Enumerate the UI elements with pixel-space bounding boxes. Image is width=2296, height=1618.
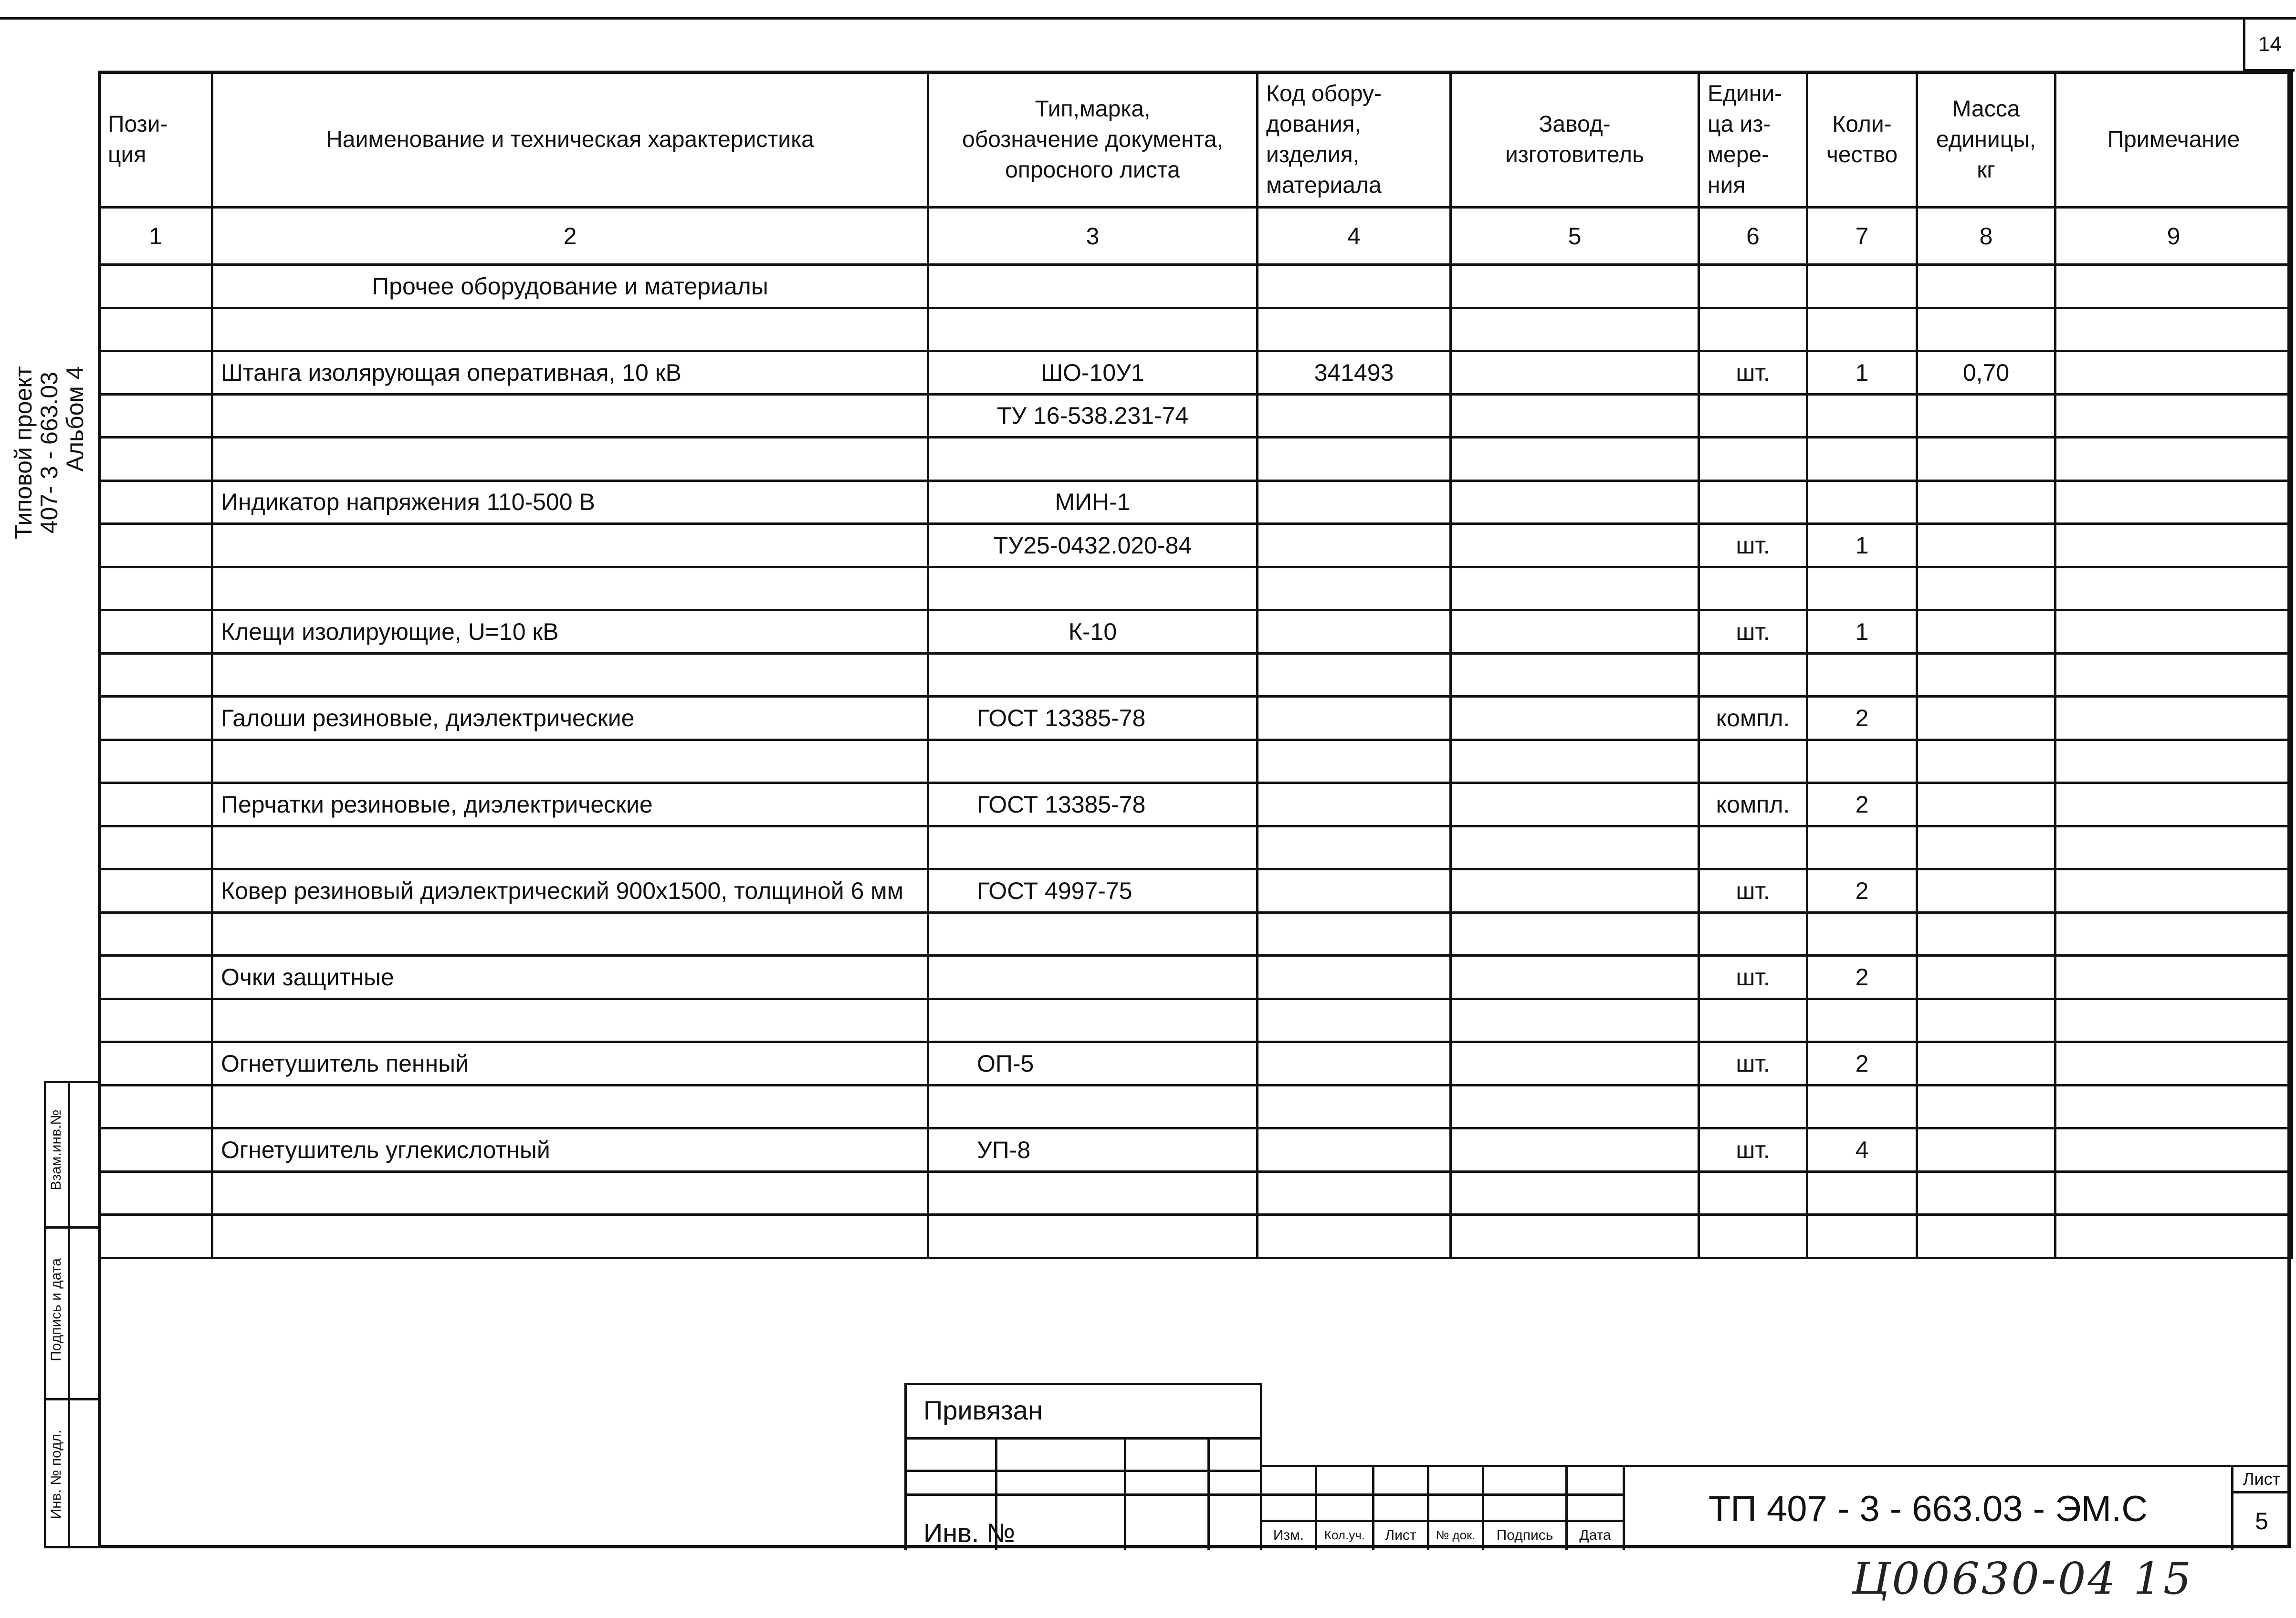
table-cell [928, 999, 1258, 1042]
table-cell [1258, 265, 1451, 308]
table-cell [1451, 480, 1699, 524]
table-row [99, 653, 2292, 697]
col-izm: Изм. [1273, 1527, 1304, 1543]
table-cell [1451, 740, 1699, 783]
table-cell [1917, 480, 2055, 524]
table-cell [1258, 826, 1451, 869]
table-cell [2055, 999, 2292, 1042]
table-cell [99, 956, 212, 999]
col-list: Лист [1385, 1527, 1416, 1543]
table-row [99, 567, 2292, 610]
table-cell [1258, 956, 1451, 999]
table-cell: 2 [1807, 956, 1917, 999]
table-cell [1917, 697, 2055, 740]
table-cell [1917, 1215, 2055, 1258]
table-cell [212, 394, 928, 438]
table-cell [1807, 265, 1917, 308]
table-cell [1258, 1128, 1451, 1172]
table-cell [212, 826, 928, 869]
table-row [99, 1128, 2292, 1172]
table-cell [1699, 912, 1807, 956]
table-cell [99, 697, 212, 740]
column-number-cell: 7 [1807, 208, 1917, 265]
table-cell [212, 308, 928, 351]
table-cell [1451, 1171, 1699, 1215]
table-cell [212, 912, 928, 956]
table-cell [1258, 567, 1451, 610]
header-cell: Коли- чество [1807, 72, 1917, 208]
table-cell [928, 740, 1258, 783]
table-cell [1807, 308, 1917, 351]
table-cell [1451, 697, 1699, 740]
table-cell: шт. [1699, 869, 1807, 913]
table-cell: шт. [1699, 610, 1807, 654]
column-number-cell: 3 [928, 208, 1258, 265]
table-cell [2055, 308, 2292, 351]
table-cell [1451, 351, 1699, 395]
stamp-label-inv-podl: Инв. № подл. [48, 1430, 64, 1519]
table-row [99, 394, 2292, 438]
table-cell [212, 1085, 928, 1128]
table-cell: ГОСТ 13385-78 [928, 783, 1258, 826]
table-cell [99, 1042, 212, 1086]
table-cell [1807, 480, 1917, 524]
table-cell [1258, 740, 1451, 783]
table-cell: шт. [1699, 1128, 1807, 1172]
table-cell [1917, 1171, 2055, 1215]
table-cell: МИН-1 [928, 480, 1258, 524]
table-cell: ШО-10У1 [928, 351, 1258, 395]
table-cell [1917, 740, 2055, 783]
specification-table [98, 71, 2293, 1259]
table-cell [928, 1085, 1258, 1128]
table-cell [928, 956, 1258, 999]
table-cell [1917, 1042, 2055, 1086]
table-cell [928, 1215, 1258, 1258]
table-cell [2055, 697, 2292, 740]
table-cell [1699, 826, 1807, 869]
table-row [99, 308, 2292, 351]
table-cell [99, 1171, 212, 1215]
table-cell [1258, 524, 1451, 567]
table-cell [2055, 912, 2292, 956]
table-cell: ГОСТ 13385-78 [928, 697, 1258, 740]
table-cell [99, 265, 212, 308]
table-cell [1451, 610, 1699, 654]
table-cell [2055, 567, 2292, 610]
table-cell [1807, 1215, 1917, 1258]
table-cell: 1 [1807, 351, 1917, 395]
table-cell [1451, 1215, 1699, 1258]
table-cell [1699, 1215, 1807, 1258]
side-project-line3: Альбом 4 [62, 366, 88, 472]
table-cell [1258, 697, 1451, 740]
table-cell [1917, 610, 2055, 654]
table-cell [1917, 567, 2055, 610]
header-cell: Завод- изготовитель [1451, 72, 1699, 208]
table-cell [1699, 308, 1807, 351]
table-cell [1258, 1215, 1451, 1258]
table-cell [1917, 1085, 2055, 1128]
table-cell [1451, 308, 1699, 351]
table-row [99, 956, 2292, 999]
table-cell [1451, 1042, 1699, 1086]
table-cell [1451, 999, 1699, 1042]
table-cell [928, 653, 1258, 697]
table-cell [928, 567, 1258, 610]
table-cell: шт. [1699, 1042, 1807, 1086]
table-cell [1917, 394, 2055, 438]
table-cell [1917, 265, 2055, 308]
table-cell [1451, 1128, 1699, 1172]
table-cell [99, 524, 212, 567]
table-cell [2055, 869, 2292, 913]
table-cell: Индикатор напряжения 110-500 В [212, 480, 928, 524]
table-cell [1917, 783, 2055, 826]
privyazan-label: Привязан [923, 1395, 1043, 1425]
table-row [99, 265, 2292, 308]
table-cell [2055, 783, 2292, 826]
table-cell [99, 438, 212, 481]
table-cell: 4 [1807, 1128, 1917, 1172]
table-cell [1258, 912, 1451, 956]
table-cell: Галоши резиновые, диэлектрические [212, 697, 928, 740]
table-cell [2055, 1042, 2292, 1086]
table-cell: ОП-5 [928, 1042, 1258, 1086]
table-row [99, 912, 2292, 956]
table-cell: 2 [1807, 697, 1917, 740]
table-cell: шт. [1699, 524, 1807, 567]
table-cell [1258, 1085, 1451, 1128]
column-number-cell: 6 [1699, 208, 1807, 265]
table-cell [1917, 524, 2055, 567]
table-row [99, 697, 2292, 740]
table-cell [99, 869, 212, 913]
header-cell: Масса единицы, кг [1917, 72, 2055, 208]
table-cell [928, 826, 1258, 869]
table-cell [1917, 869, 2055, 913]
table-cell: Перчатки резиновые, диэлектрические [212, 783, 928, 826]
table-cell [99, 826, 212, 869]
column-number-cell: 8 [1917, 208, 2055, 265]
table-cell: 341493 [1258, 351, 1451, 395]
table-cell [2055, 1128, 2292, 1172]
table-cell [1699, 480, 1807, 524]
table-cell: Очки защитные [212, 956, 928, 999]
table-row [99, 1085, 2292, 1128]
table-row [99, 1215, 2292, 1258]
table-cell [1699, 567, 1807, 610]
table-cell [1807, 740, 1917, 783]
table-cell [2055, 610, 2292, 654]
top-border-line [0, 17, 2296, 20]
table-cell [212, 524, 928, 567]
table-cell [2055, 826, 2292, 869]
table-cell: ТУ25-0432.020-84 [928, 524, 1258, 567]
table-cell: 2 [1807, 1042, 1917, 1086]
side-project-line2: 407- 3 - 663.03 [36, 372, 63, 534]
table-cell: 2 [1807, 869, 1917, 913]
table-cell [1807, 912, 1917, 956]
col-data: Дата [1579, 1527, 1611, 1543]
table-row [99, 1042, 2292, 1086]
table-cell [1258, 610, 1451, 654]
table-cell [928, 1171, 1258, 1215]
table-cell [2055, 351, 2292, 395]
table-row [99, 1171, 2292, 1215]
table-cell [212, 567, 928, 610]
table-cell [1807, 999, 1917, 1042]
table-cell [212, 1215, 928, 1258]
table-cell [212, 999, 928, 1042]
table-cell [1807, 1171, 1917, 1215]
table-cell [1917, 956, 2055, 999]
table-cell [1258, 394, 1451, 438]
table-cell [1699, 740, 1807, 783]
table-row [99, 610, 2292, 654]
table-cell [2055, 1171, 2292, 1215]
table-cell: Штанга изолярующая оперативная, 10 кВ [212, 351, 928, 395]
table-cell [2055, 265, 2292, 308]
table-cell [1807, 438, 1917, 481]
table-cell [99, 999, 212, 1042]
table-cell [1451, 394, 1699, 438]
table-row [99, 740, 2292, 783]
table-cell [99, 394, 212, 438]
stamp-label-vzam: Взам.инв.№ [48, 1109, 64, 1190]
approval-stamp-strip [44, 1081, 101, 1548]
table-cell [99, 308, 212, 351]
table-cell: компл. [1699, 783, 1807, 826]
table-cell [1917, 912, 2055, 956]
table-cell: компл. [1699, 697, 1807, 740]
table-cell [2055, 438, 2292, 481]
table-cell [1258, 438, 1451, 481]
column-number-row [99, 208, 2292, 265]
table-cell [2055, 394, 2292, 438]
table-cell: Огнетушитель пенный [212, 1042, 928, 1086]
table-row [99, 826, 2292, 869]
table-row [99, 869, 2292, 913]
table-cell [99, 610, 212, 654]
table-cell [928, 438, 1258, 481]
sheet-label: Лист [2243, 1469, 2281, 1489]
table-cell [1258, 308, 1451, 351]
table-cell [1807, 653, 1917, 697]
table-row [99, 524, 2292, 567]
table-cell: УП-8 [928, 1128, 1258, 1172]
table-cell [1451, 956, 1699, 999]
table-cell [1451, 783, 1699, 826]
column-number-cell: 1 [99, 208, 212, 265]
table-cell [212, 438, 928, 481]
table-cell [99, 912, 212, 956]
table-cell [99, 740, 212, 783]
table-cell [1258, 869, 1451, 913]
table-cell [2055, 524, 2292, 567]
header-cell: Пози- ция [99, 72, 212, 208]
table-cell: Клещи изолирующие, U=10 кВ [212, 610, 928, 654]
table-cell [1451, 912, 1699, 956]
table-cell [1807, 826, 1917, 869]
table-cell: ГОСТ 4997-75 [928, 869, 1258, 913]
page-number: 14 [2243, 19, 2295, 72]
table-cell [1451, 653, 1699, 697]
table-cell: шт. [1699, 956, 1807, 999]
header-cell: Едини- ца из- мере- ния [1699, 72, 1807, 208]
table-cell [2055, 480, 2292, 524]
table-cell [99, 1215, 212, 1258]
side-project-line1: Типовой проект [10, 366, 37, 539]
table-row [99, 783, 2292, 826]
table-cell: Ковер резиновый диэлектрический 900x1500, толщиной 6 мм [212, 869, 928, 913]
table-cell [1699, 438, 1807, 481]
table-cell [1451, 826, 1699, 869]
table-row [99, 351, 2292, 395]
table-cell [1917, 308, 2055, 351]
table-cell [1917, 999, 2055, 1042]
table-cell [928, 265, 1258, 308]
stamp-label-podpis: Подпись и дата [48, 1258, 64, 1361]
table-cell [212, 653, 928, 697]
table-cell [1807, 394, 1917, 438]
header-cell: Наименование и техническая характеристика [212, 72, 928, 208]
table-cell [1699, 653, 1807, 697]
column-number-cell: 5 [1451, 208, 1699, 265]
table-cell: Огнетушитель углекислотный [212, 1128, 928, 1172]
table-cell [1451, 869, 1699, 913]
header-cell: Код обору- дования, изделия, материала [1258, 72, 1451, 208]
table-cell [1917, 826, 2055, 869]
table-cell [99, 351, 212, 395]
table-cell: шт. [1699, 351, 1807, 395]
sheet-number: 5 [2255, 1507, 2268, 1534]
table-cell [1258, 1171, 1451, 1215]
table-cell [2055, 653, 2292, 697]
table-cell [1258, 1042, 1451, 1086]
table-cell [1699, 999, 1807, 1042]
table-cell: 1 [1807, 610, 1917, 654]
table-cell [2055, 1085, 2292, 1128]
handwritten-archive-number: Ц00630-04 15 [1852, 1553, 2193, 1604]
table-cell [1451, 524, 1699, 567]
table-cell [2055, 1215, 2292, 1258]
table-cell [1451, 265, 1699, 308]
table-cell [212, 740, 928, 783]
inv-number-label: Инв. № [923, 1517, 1016, 1548]
table-cell [1807, 567, 1917, 610]
table-cell: ТУ 16-538.231-74 [928, 394, 1258, 438]
table-cell [1699, 1171, 1807, 1215]
col-kol-uch: Кол.уч. [1324, 1528, 1365, 1542]
table-cell [99, 1085, 212, 1128]
table-cell [2055, 740, 2292, 783]
table-cell [2055, 956, 2292, 999]
table-cell [1258, 653, 1451, 697]
table-cell: 0,70 [1917, 351, 2055, 395]
table-cell [99, 480, 212, 524]
table-cell [99, 567, 212, 610]
table-cell [1917, 1128, 2055, 1172]
table-cell [928, 912, 1258, 956]
table-cell: 2 [1807, 783, 1917, 826]
table-cell [928, 308, 1258, 351]
header-row [99, 72, 2292, 208]
table-cell [1451, 567, 1699, 610]
table-cell [1451, 1085, 1699, 1128]
table-cell [1258, 999, 1451, 1042]
table-cell [1699, 1085, 1807, 1128]
table-cell [1699, 265, 1807, 308]
table-cell [212, 1171, 928, 1215]
table-row [99, 999, 2292, 1042]
table-cell [1917, 653, 2055, 697]
table-cell [1917, 438, 2055, 481]
column-number-cell: 9 [2055, 208, 2292, 265]
table-cell [1258, 480, 1451, 524]
header-cell: Тип,марка, обозначение документа, опросного листа [928, 72, 1258, 208]
table-cell [1451, 438, 1699, 481]
table-cell [1807, 1085, 1917, 1128]
table-cell: Прочее оборудование и материалы [212, 265, 928, 308]
column-number-cell: 4 [1258, 208, 1451, 265]
side-project-label [10, 366, 88, 539]
document-designation: ТП 407 - 3 - 663.03 - ЭМ.С [1708, 1489, 2148, 1529]
table-cell [1699, 394, 1807, 438]
table-cell: К-10 [928, 610, 1258, 654]
table-cell [99, 653, 212, 697]
col-doc-no: № док. [1436, 1528, 1476, 1542]
column-number-cell: 2 [212, 208, 928, 265]
col-podpis: Подпись [1496, 1527, 1553, 1543]
table-row [99, 480, 2292, 524]
table-cell: 1 [1807, 524, 1917, 567]
table-row [99, 438, 2292, 481]
table-cell [99, 1128, 212, 1172]
table-cell [99, 783, 212, 826]
header-cell: Примечание [2055, 72, 2292, 208]
table-cell [1258, 783, 1451, 826]
